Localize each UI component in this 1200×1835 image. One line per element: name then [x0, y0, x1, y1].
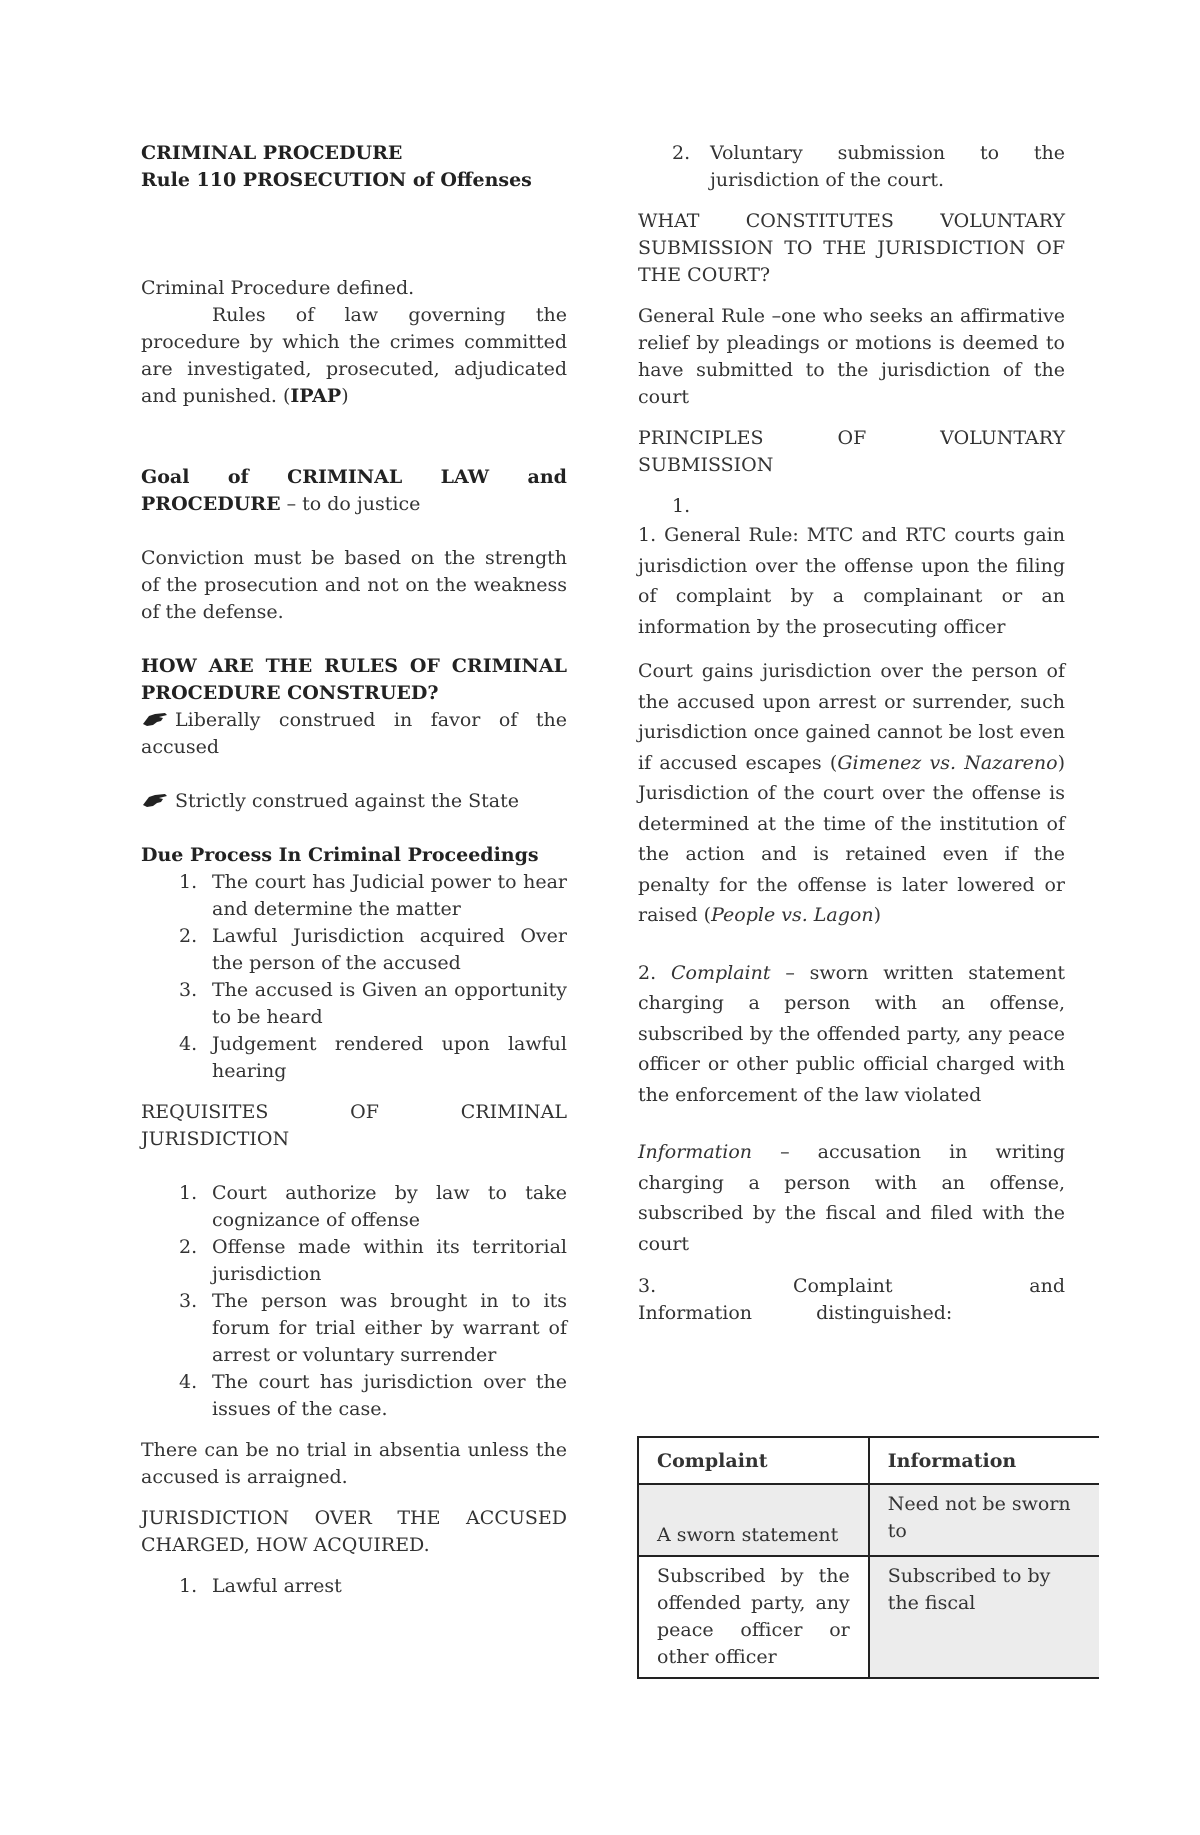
table-header-row [638, 1437, 1099, 1484]
list-item: 2. Offense made within its territorial jurisdiction [179, 1236, 567, 1285]
due-process-list [141, 869, 567, 1085]
construed-heading: HOW ARE THE RULES OF CRIMINAL PROCEDURE CONSTRUED? [141, 655, 567, 704]
pointing-hand-icon [141, 710, 169, 728]
list-item: 1. Lawful arrest [179, 1575, 342, 1597]
list-item: 4. Judgement rendered upon lawful hearing [179, 1033, 567, 1082]
conviction-paragraph: Conviction must be based on the strength of the prosecution and not on the weakness of the defense. [141, 547, 567, 623]
voluntary-list [638, 140, 1065, 194]
requisites-list [141, 1180, 567, 1423]
table-cell: Need not be sworn to [869, 1484, 1099, 1556]
left-column [141, 140, 567, 1600]
list-item: 1. The court has Judicial power to hear and determine the matter [179, 871, 567, 920]
what-constitutes-heading: WHAT CONSTITUTES VOLUNTARY SUBMISSION TO THE JURISDICTION OF THE COURT? [638, 210, 1065, 286]
table-header: Complaint [638, 1437, 869, 1484]
general-rule-2-paragraph: 1. General Rule: MTC and RTC courts gain jurisdiction over the offense upon the filing of complaint by a complainant or an information by the prosecuting officer [638, 524, 1065, 638]
table-row [638, 1556, 1099, 1678]
list-item: 3. The person was brought in to its forum for trial either by warrant of arrest or voluntary surrender [179, 1290, 567, 1366]
information-definition: Information – accusation in writing charging a person with an offense, subscribed by the fiscal and filed with the court [638, 1141, 1065, 1255]
complaint-definition: 2. Complaint – sworn written statement charging a person with an offense, subscribed by the offended party, any peace officer or other public official charged with the enforcement of the law violated [638, 961, 1065, 1106]
def-heading: Criminal Procedure defined. [141, 277, 415, 299]
general-rule-paragraph: General Rule –one who seeks an affirmative relief by pleadings or motions is deemed to have submitted to the jurisdiction of the court [638, 305, 1065, 408]
right-column: 2. Voluntary submission to the jurisdiction of the court. WHAT CONSTITUTES VOLUNTARY SUBMISSION TO THE JURISDICTION OF THE COURT? General Rule –one who seeks an affirmative relief by pleadings or motions is deemed to have submitted to the jurisdiction of the court PRINCIPLES OF VOLUNTARY SUBMISSION 1. 1. General Rule: MTC and RTC courts gain jurisdiction over the offense upon the filing of complaint by a complainant or an information by the prosecuting officer Court gains jurisdiction over the person of the accused upon arrest or surrender, such jurisdiction once gained cannot be lost even if accused escapes (Gimenez vs. Nazareno) Jurisdiction of the court over the offense is determined at the time of the institution of the action and is retained even if the penalty for the offense is later lowered or raised (People vs. Lagon) 2. Complaint – sworn written statement charging a person with an offense, subscribed by the offended party, any peace officer or other public official charged with the enforcement of the law violated Information – accusation in writing charging a person with an offense, subscribed by the fiscal and filed with the court 3. Complaint and Information distinguished: [638, 140, 1065, 1327]
pointing-hand-icon [141, 791, 169, 809]
doc-subtitle: Rule 110 PROSECUTION of Offenses [141, 169, 532, 191]
court-gains-paragraph: Court gains jurisdiction over the person of the accused upon arrest or surrender, such jurisdiction once gained cannot be lost even if accused escapes (Gimenez vs. Nazareno) Jurisdiction of the court over the offense is determined at the time of the institution of the action and is retained even if the penalty for the offense is later lowered or raised (People vs. Lagon) [638, 660, 1065, 926]
list-item: 2. Lawful Jurisdiction acquired Over the person of the accused [179, 925, 567, 974]
list-item: 2. Voluntary submission to the jurisdiction of the court. [672, 142, 1065, 191]
table-header: Information [869, 1437, 1099, 1484]
absentia-paragraph: There can be no trial in absentia unless the accused is arraigned. [141, 1439, 567, 1488]
construed-item-1: Liberally construed in favor of the accused [141, 709, 567, 758]
goal-line1: Goal of CRIMINAL LAW and [141, 466, 567, 488]
table-cell: A sworn statement [638, 1484, 869, 1556]
list-item: 4. The court has jurisdiction over the issues of the case. [179, 1371, 567, 1420]
principles-heading: PRINCIPLES OF VOLUNTARY SUBMISSION [638, 427, 1065, 476]
distinguished-heading: 3. Complaint and Information distinguished: [638, 1275, 1065, 1324]
due-process-heading: Due Process In Criminal Proceedings [141, 844, 539, 866]
def-paragraph: Rules of law governing the procedure by which the crimes committed are investigated, prosecuted, adjudicated and punished. (IPAP) [141, 304, 567, 407]
table-row [638, 1484, 1099, 1556]
table-cell: Subscribed to by the fiscal [869, 1556, 1099, 1678]
list-item: 3. The accused is Given an opportunity to be heard [179, 979, 567, 1028]
jurisdiction-list [141, 1573, 567, 1600]
list-item: 1. Court authorize by law to take cognizance of offense [179, 1182, 567, 1231]
requisites-heading: REQUISITES OF CRIMINAL JURISDICTION [141, 1101, 567, 1150]
comparison-table [637, 1436, 1099, 1679]
construed-item-2: Strictly construed against the State [141, 788, 567, 815]
doc-title: CRIMINAL PROCEDURE [141, 142, 403, 164]
table-cell: Subscribed by the offended party, any peace officer or other officer [638, 1556, 869, 1678]
jurisdiction-heading: JURISDICTION OVER THE ACCUSED CHARGED, HOW ACQUIRED. [141, 1507, 567, 1556]
goal-line2: PROCEDURE – to do justice [141, 493, 421, 515]
